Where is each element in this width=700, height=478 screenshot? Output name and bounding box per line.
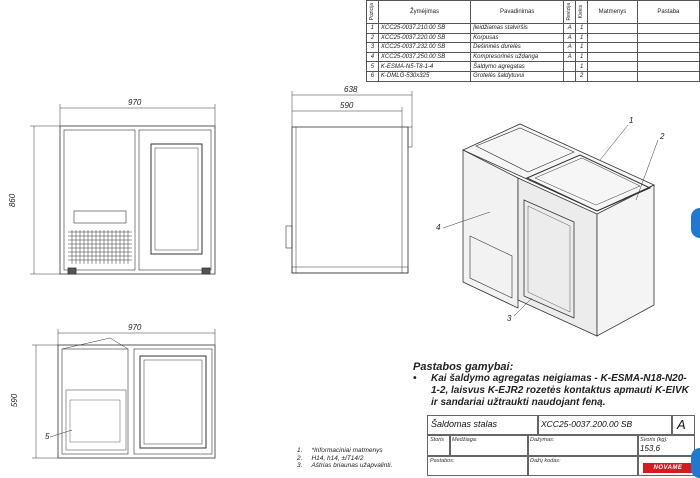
cell-rev: A bbox=[564, 43, 576, 53]
notes-item bbox=[413, 373, 695, 409]
cell-qty: 1 bbox=[576, 43, 588, 53]
cell-name: Grotelės šaldytuvui bbox=[471, 71, 564, 81]
dim-front-width: 970 bbox=[128, 98, 142, 107]
footnotes bbox=[297, 447, 392, 470]
cell-pos: 2 bbox=[367, 33, 379, 43]
top-view bbox=[58, 338, 215, 458]
dim-side-depth-inner: 590 bbox=[340, 101, 354, 110]
label-pastabos: Pastabos: bbox=[430, 458, 455, 464]
cell-code: K-DMLG-530x325 bbox=[378, 71, 470, 81]
divider bbox=[537, 415, 539, 435]
drawing-code: XCC25-0037.200.00 SB bbox=[541, 419, 633, 429]
footnote-text: H14, h14, ±IT14/2 bbox=[311, 454, 364, 462]
callout-3: 3 bbox=[507, 314, 512, 323]
label-dazu-kodas: Dažų kodas: bbox=[530, 458, 561, 464]
cell-name: Šaldymo agregatas bbox=[471, 62, 564, 72]
cell-rev: A bbox=[564, 33, 576, 43]
cell-rev: A bbox=[564, 52, 576, 62]
production-notes bbox=[413, 361, 695, 409]
footnote-item bbox=[297, 447, 392, 455]
notes-text: Kai šaldymo agregatas neigiamas - K-ESMA-N18-N20-1-2, laisvus K-EJR2 rozetės kontaktus apmauti K-EIVK ir sandariai užtraukti naudojant feną. bbox=[431, 373, 689, 408]
front-view bbox=[60, 126, 215, 274]
footnote-num: 1. bbox=[297, 447, 303, 454]
cell-rev: A bbox=[564, 24, 576, 34]
bullet: • bbox=[413, 373, 417, 384]
dim-front-height: 860 bbox=[8, 193, 18, 208]
dim-top-width: 970 bbox=[128, 323, 142, 332]
cell-pos: 3 bbox=[367, 43, 379, 53]
dim-top-depth: 590 bbox=[10, 393, 20, 408]
divider bbox=[671, 415, 673, 435]
weight-value: 153,6 bbox=[640, 444, 661, 453]
label-svoris: Svoris (kg): bbox=[640, 437, 668, 443]
cell-code: XCC25-0037.220.00 SB bbox=[378, 33, 470, 43]
callout-4: 4 bbox=[436, 223, 441, 232]
cell-pos: 1 bbox=[367, 24, 379, 34]
side-panel-handle-top[interactable] bbox=[691, 208, 700, 238]
divider bbox=[449, 435, 451, 456]
cell-qty: 2 bbox=[576, 71, 588, 81]
side-panel-handle-bottom[interactable] bbox=[691, 448, 700, 478]
isometric-view bbox=[463, 124, 654, 336]
label-medziaga: Medžiaga: bbox=[452, 437, 478, 443]
cell-qty: 1 bbox=[576, 52, 588, 62]
company-logo: NOVAME bbox=[643, 463, 693, 473]
drawing-name: Šaldomas stalas bbox=[431, 419, 498, 429]
cell-pos: 6 bbox=[367, 71, 379, 81]
cell-code: XCC25-0037.210.00 SB bbox=[378, 24, 470, 34]
callout-2: 2 bbox=[660, 132, 665, 141]
footnote-num: 3. bbox=[297, 462, 303, 469]
header-label: Kiekis bbox=[578, 5, 585, 19]
header-label: Revizija bbox=[566, 3, 573, 21]
header-zymejimas: Žymėjimas bbox=[378, 1, 470, 24]
cell-pos: 4 bbox=[367, 52, 379, 62]
dim-side-depth-outer: 638 bbox=[344, 85, 358, 94]
cell-name: Kompresorinės uždanga bbox=[471, 52, 564, 62]
drawing-revision: A bbox=[677, 417, 686, 432]
callout-5: 5 bbox=[45, 432, 50, 441]
cell-pos: 5 bbox=[367, 62, 379, 72]
header-pastaba: Pastaba bbox=[637, 1, 699, 24]
cell-qty: 1 bbox=[576, 33, 588, 43]
cell-code: K-ESMA-N5-T8-1-4 bbox=[378, 62, 470, 72]
cell-name: Įleidžiamas stalviršis bbox=[471, 24, 564, 34]
cell-name: Korpusas bbox=[471, 33, 564, 43]
cell-code: XCC25-0037.250.00 SB bbox=[378, 52, 470, 62]
notes-title: Pastabos gamybai: bbox=[413, 361, 514, 373]
label-dazymas: Dažymas: bbox=[530, 437, 555, 443]
cell-code: XCC25-0037.232.00 SB bbox=[378, 43, 470, 53]
cell-qty: 1 bbox=[576, 24, 588, 34]
cell-name: Dešininės durelės bbox=[471, 43, 564, 53]
footnote-num: 2. bbox=[297, 454, 303, 462]
footnote-text: *Informaciniai matmenys bbox=[311, 447, 383, 454]
header-pavadinimas: Pavadinimas bbox=[471, 1, 564, 24]
header-label: Pozicija bbox=[369, 3, 375, 21]
cell-qty: 1 bbox=[576, 62, 588, 72]
footnote-item bbox=[297, 455, 392, 463]
label-storis: Storis bbox=[430, 437, 445, 443]
side-view bbox=[286, 127, 412, 273]
footnote-item bbox=[297, 462, 392, 470]
footnote-text: Aštrias briaunas užapvalinti. bbox=[311, 462, 393, 469]
callout-1: 1 bbox=[629, 116, 634, 125]
header-matmenys: Matmenys bbox=[588, 1, 638, 24]
title-block bbox=[427, 415, 695, 476]
